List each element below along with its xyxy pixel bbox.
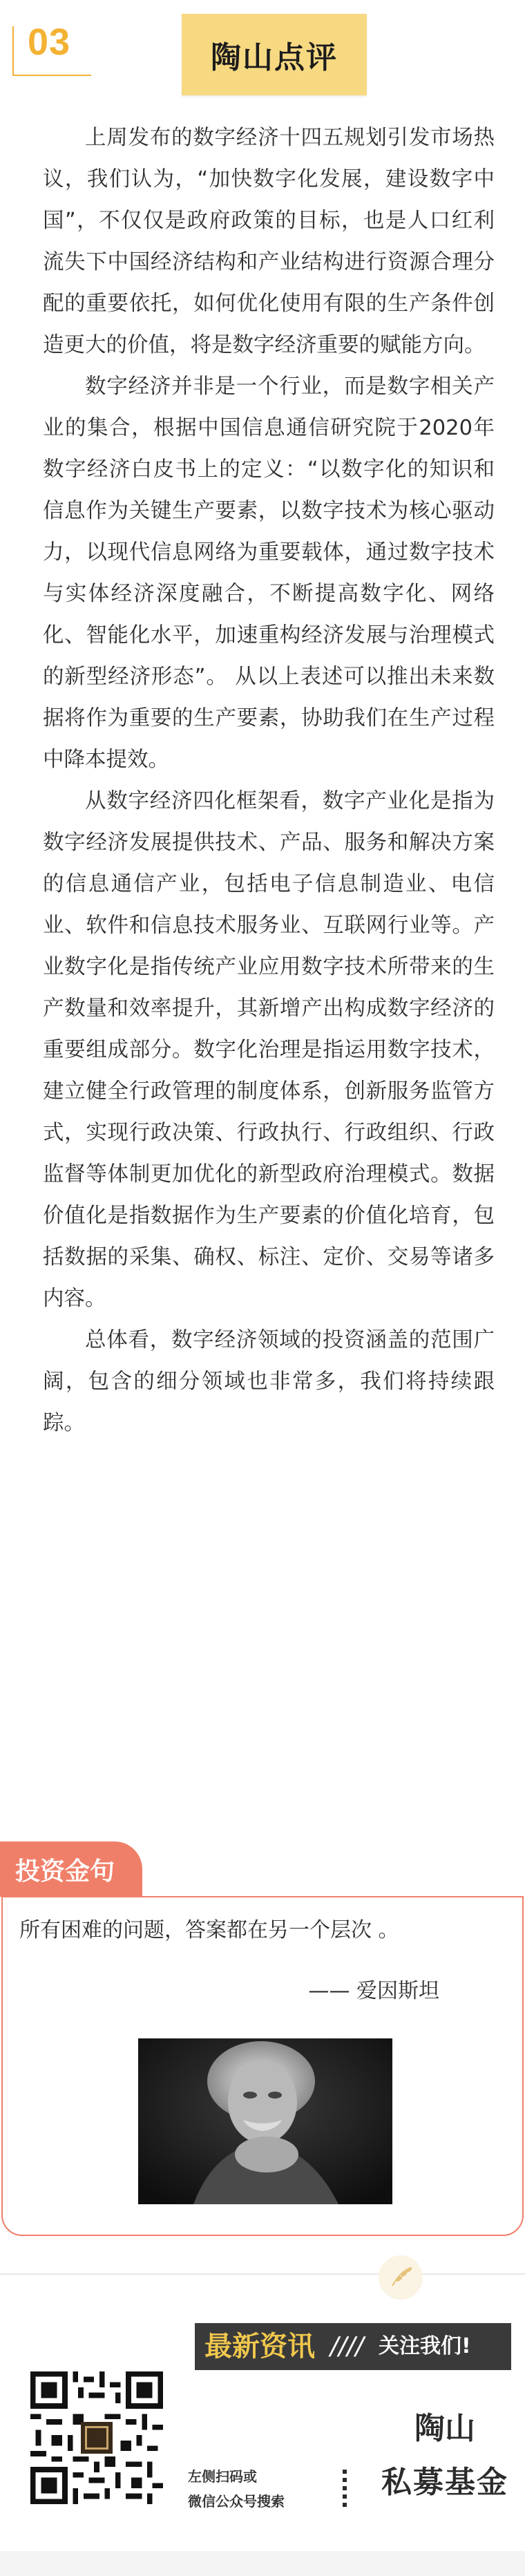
paragraph: 总体看，数字经济领域的投资涵盖的范围广阔，包含的细分领域也非常多，我们将持续跟踪。 [43, 1328, 495, 1435]
article-body [43, 117, 495, 1444]
section-title: 陶山点评 [211, 40, 338, 75]
slashes-decoration: //// [330, 2332, 364, 2360]
section-header [0, 0, 525, 104]
latest-news-banner [195, 2323, 511, 2370]
scan-line-2: 微信公众号搜索 [188, 2493, 285, 2510]
quote-box [1, 1896, 524, 2236]
dots-decoration [341, 2470, 348, 2525]
follow-us-label: 关注我们! [379, 2334, 471, 2358]
paragraph: 上周发布的数字经济十四五规划引发市场热议，我们认为，“加快数字化发展，建设数字中国”，不仅仅是政府政策的目标，也是人口红利流失下中国经济结构和产业结构进行资源合理分配的重要依托，如何优化使用有限的生产条件创造更大的价值，将是数字经济重要的赋能方向。 [43, 126, 495, 357]
section-title-box [182, 14, 367, 95]
latest-news-label: 最新资讯 [204, 2331, 315, 2362]
einstein-portrait-image [138, 2038, 392, 2204]
bottom-strip [0, 2551, 525, 2576]
quote-author: —— 爱因斯坦 [308, 1979, 439, 2003]
divider [0, 2273, 525, 2275]
quote-tab [0, 1841, 142, 1897]
scan-instruction [188, 2464, 285, 2514]
paragraph: 从数字经济四化框架看，数字产业化是指为数字经济发展提供技术、产品、服务和解决方案的信息通信产业，包括电子信息制造业、电信业、软件和信息技术服务业、互联网行业等。产业数字化是指传统产业应用数字技术所带来的生产数量和效率提升，其新增产出构成数字经济的重要组成部分。数字化治理是指运用数字技术，建立健全行政管理的制度体系，创新服务监管方式，实现行政决策、行政执行、行政组织、行政监督等体制更加优化的新型政府治理模式。数据价值化是指数据作为生产要素的价值化培育，包括数据的采集、确权、标注、定价、交易等诸多内容。 [43, 789, 495, 1311]
paragraph: 数字经济并非是一个行业，而是数字相关产业的集合，根据中国信息通信研究院于2020年数字经济白皮书上的定义：“以数字化的知识和信息作为关键生产要素，以数字技术为核心驱动力，以现代信息网络为重要载体，通过数字技术与实体经济深度融合，不断提高数字化、网络化、智能化水平，加速重构经济发展与治理模式的新型经济形态”。 从以上表述可以推出未来数据将作为重要的生产要素，协助我们在生产过程中降本提效。 [43, 375, 495, 772]
section-number: 03 [28, 21, 71, 63]
quote-tab-label: 投资金句 [15, 1857, 115, 1886]
scan-line-1: 左侧扫码或 [188, 2468, 257, 2485]
brand-name: 陶山 [414, 2411, 475, 2446]
quote-text: 所有困难的问题，答案都在另一个层次 。 [19, 1918, 399, 1942]
leaf-icon [379, 2255, 423, 2300]
brand-subtitle: 私募基金 [381, 2465, 508, 2500]
qr-code-icon[interactable] [30, 2371, 163, 2504]
